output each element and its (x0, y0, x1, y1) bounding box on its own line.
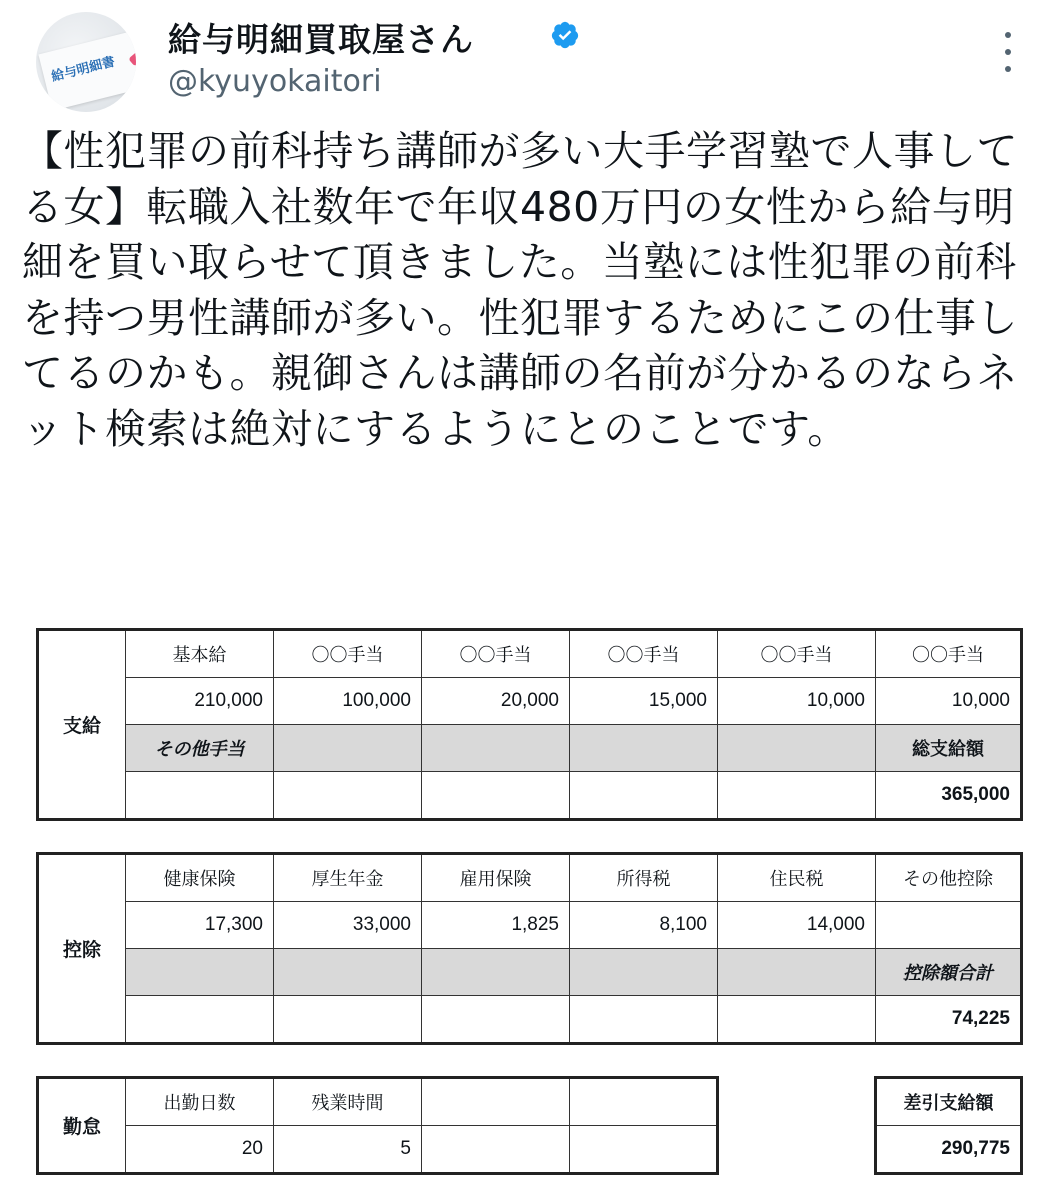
tweet-header (0, 0, 1061, 120)
payslip-image[interactable] (36, 628, 1024, 1184)
more-options-icon[interactable] (996, 30, 1020, 74)
deduction-header: その他控除 (876, 854, 1022, 902)
attendance-header (570, 1078, 718, 1126)
deduction-section-label: 控除 (38, 854, 126, 1044)
pay-header: 〇〇手当 (876, 630, 1022, 678)
blank-cell (422, 996, 570, 1044)
blank-cell (274, 772, 422, 820)
blank-cell (126, 996, 274, 1044)
deduction-value: 1,825 (422, 902, 570, 949)
verified-badge-icon (550, 20, 580, 50)
deduction-value: 33,000 (274, 902, 422, 949)
blank-cell (274, 725, 422, 772)
pay-table (36, 628, 1023, 821)
blank-cell (422, 949, 570, 996)
pay-header: 〇〇手当 (274, 630, 422, 678)
pay-header: 〇〇手当 (718, 630, 876, 678)
more-dot (1005, 66, 1011, 72)
blank-cell (570, 725, 718, 772)
pay-value: 15,000 (570, 678, 718, 725)
display-name[interactable]: 給与明細買取屋さん (168, 20, 474, 59)
attendance-table (36, 1076, 719, 1175)
gross-pay-value: 365,000 (876, 772, 1022, 820)
deduction-table (36, 852, 1023, 1045)
blank-cell (422, 772, 570, 820)
deduction-header: 住民税 (718, 854, 876, 902)
attendance-value: 20 (126, 1126, 274, 1174)
blank-cell (274, 949, 422, 996)
blank-cell (570, 949, 718, 996)
attendance-header: 出勤日数 (126, 1078, 274, 1126)
pay-header: 基本給 (126, 630, 274, 678)
blank-cell (718, 725, 876, 772)
deduction-value: 8,100 (570, 902, 718, 949)
pay-value: 210,000 (126, 678, 274, 725)
deduction-value: 17,300 (126, 902, 274, 949)
deduction-header: 雇用保険 (422, 854, 570, 902)
net-pay-value: 290,775 (876, 1126, 1022, 1174)
blank-cell (718, 772, 876, 820)
deduction-header: 所得税 (570, 854, 718, 902)
tweet-text: 【性犯罪の前科持ち講師が多い大手学習塾で人事してる女】転職入社数年で年収480万円の女性から給与明細を買い取らせて頂きました。当塾には性犯罪の前科を持つ男性講師が多い。性犯罪するためにこの仕事してるのかも。親御さんは講師の名前が分かるのならネット検索は絶対にするようにとのことです。 (22, 127, 1018, 453)
blank-cell (718, 996, 876, 1044)
pay-value: 20,000 (422, 678, 570, 725)
pay-header: 〇〇手当 (570, 630, 718, 678)
attendance-header (422, 1078, 570, 1126)
attendance-value: 5 (274, 1126, 422, 1174)
blank-cell (422, 725, 570, 772)
blank-cell (126, 949, 274, 996)
pay-value: 10,000 (718, 678, 876, 725)
deduction-value: 14,000 (718, 902, 876, 949)
other-allowance-label: その他手当 (126, 725, 274, 772)
net-pay-table (874, 1076, 1023, 1175)
blank-cell (570, 996, 718, 1044)
more-dot (1005, 32, 1011, 38)
blank-cell (718, 949, 876, 996)
total-deduction-label: 控除額合計 (876, 949, 1022, 996)
net-pay-label: 差引支給額 (876, 1078, 1022, 1126)
deduction-header: 厚生年金 (274, 854, 422, 902)
attendance-value (422, 1126, 570, 1174)
pay-value: 10,000 (876, 678, 1022, 725)
pay-header: 〇〇手当 (422, 630, 570, 678)
attendance-value (570, 1126, 718, 1174)
more-dot (1005, 49, 1011, 55)
deduction-value (876, 902, 1022, 949)
blank-cell (126, 772, 274, 820)
avatar[interactable] (36, 12, 136, 112)
total-deduction-value: 74,225 (876, 996, 1022, 1044)
blank-cell (274, 996, 422, 1044)
avatar-text: 給与明細書 (49, 54, 117, 85)
account-handle[interactable]: @kyuyokaitori (168, 64, 382, 99)
blank-cell (570, 772, 718, 820)
attendance-section-label: 勤怠 (38, 1078, 126, 1174)
attendance-header: 残業時間 (274, 1078, 422, 1126)
pay-value: 100,000 (274, 678, 422, 725)
deduction-header: 健康保険 (126, 854, 274, 902)
gross-pay-label: 総支給額 (876, 725, 1022, 772)
pay-section-label: 支給 (38, 630, 126, 820)
